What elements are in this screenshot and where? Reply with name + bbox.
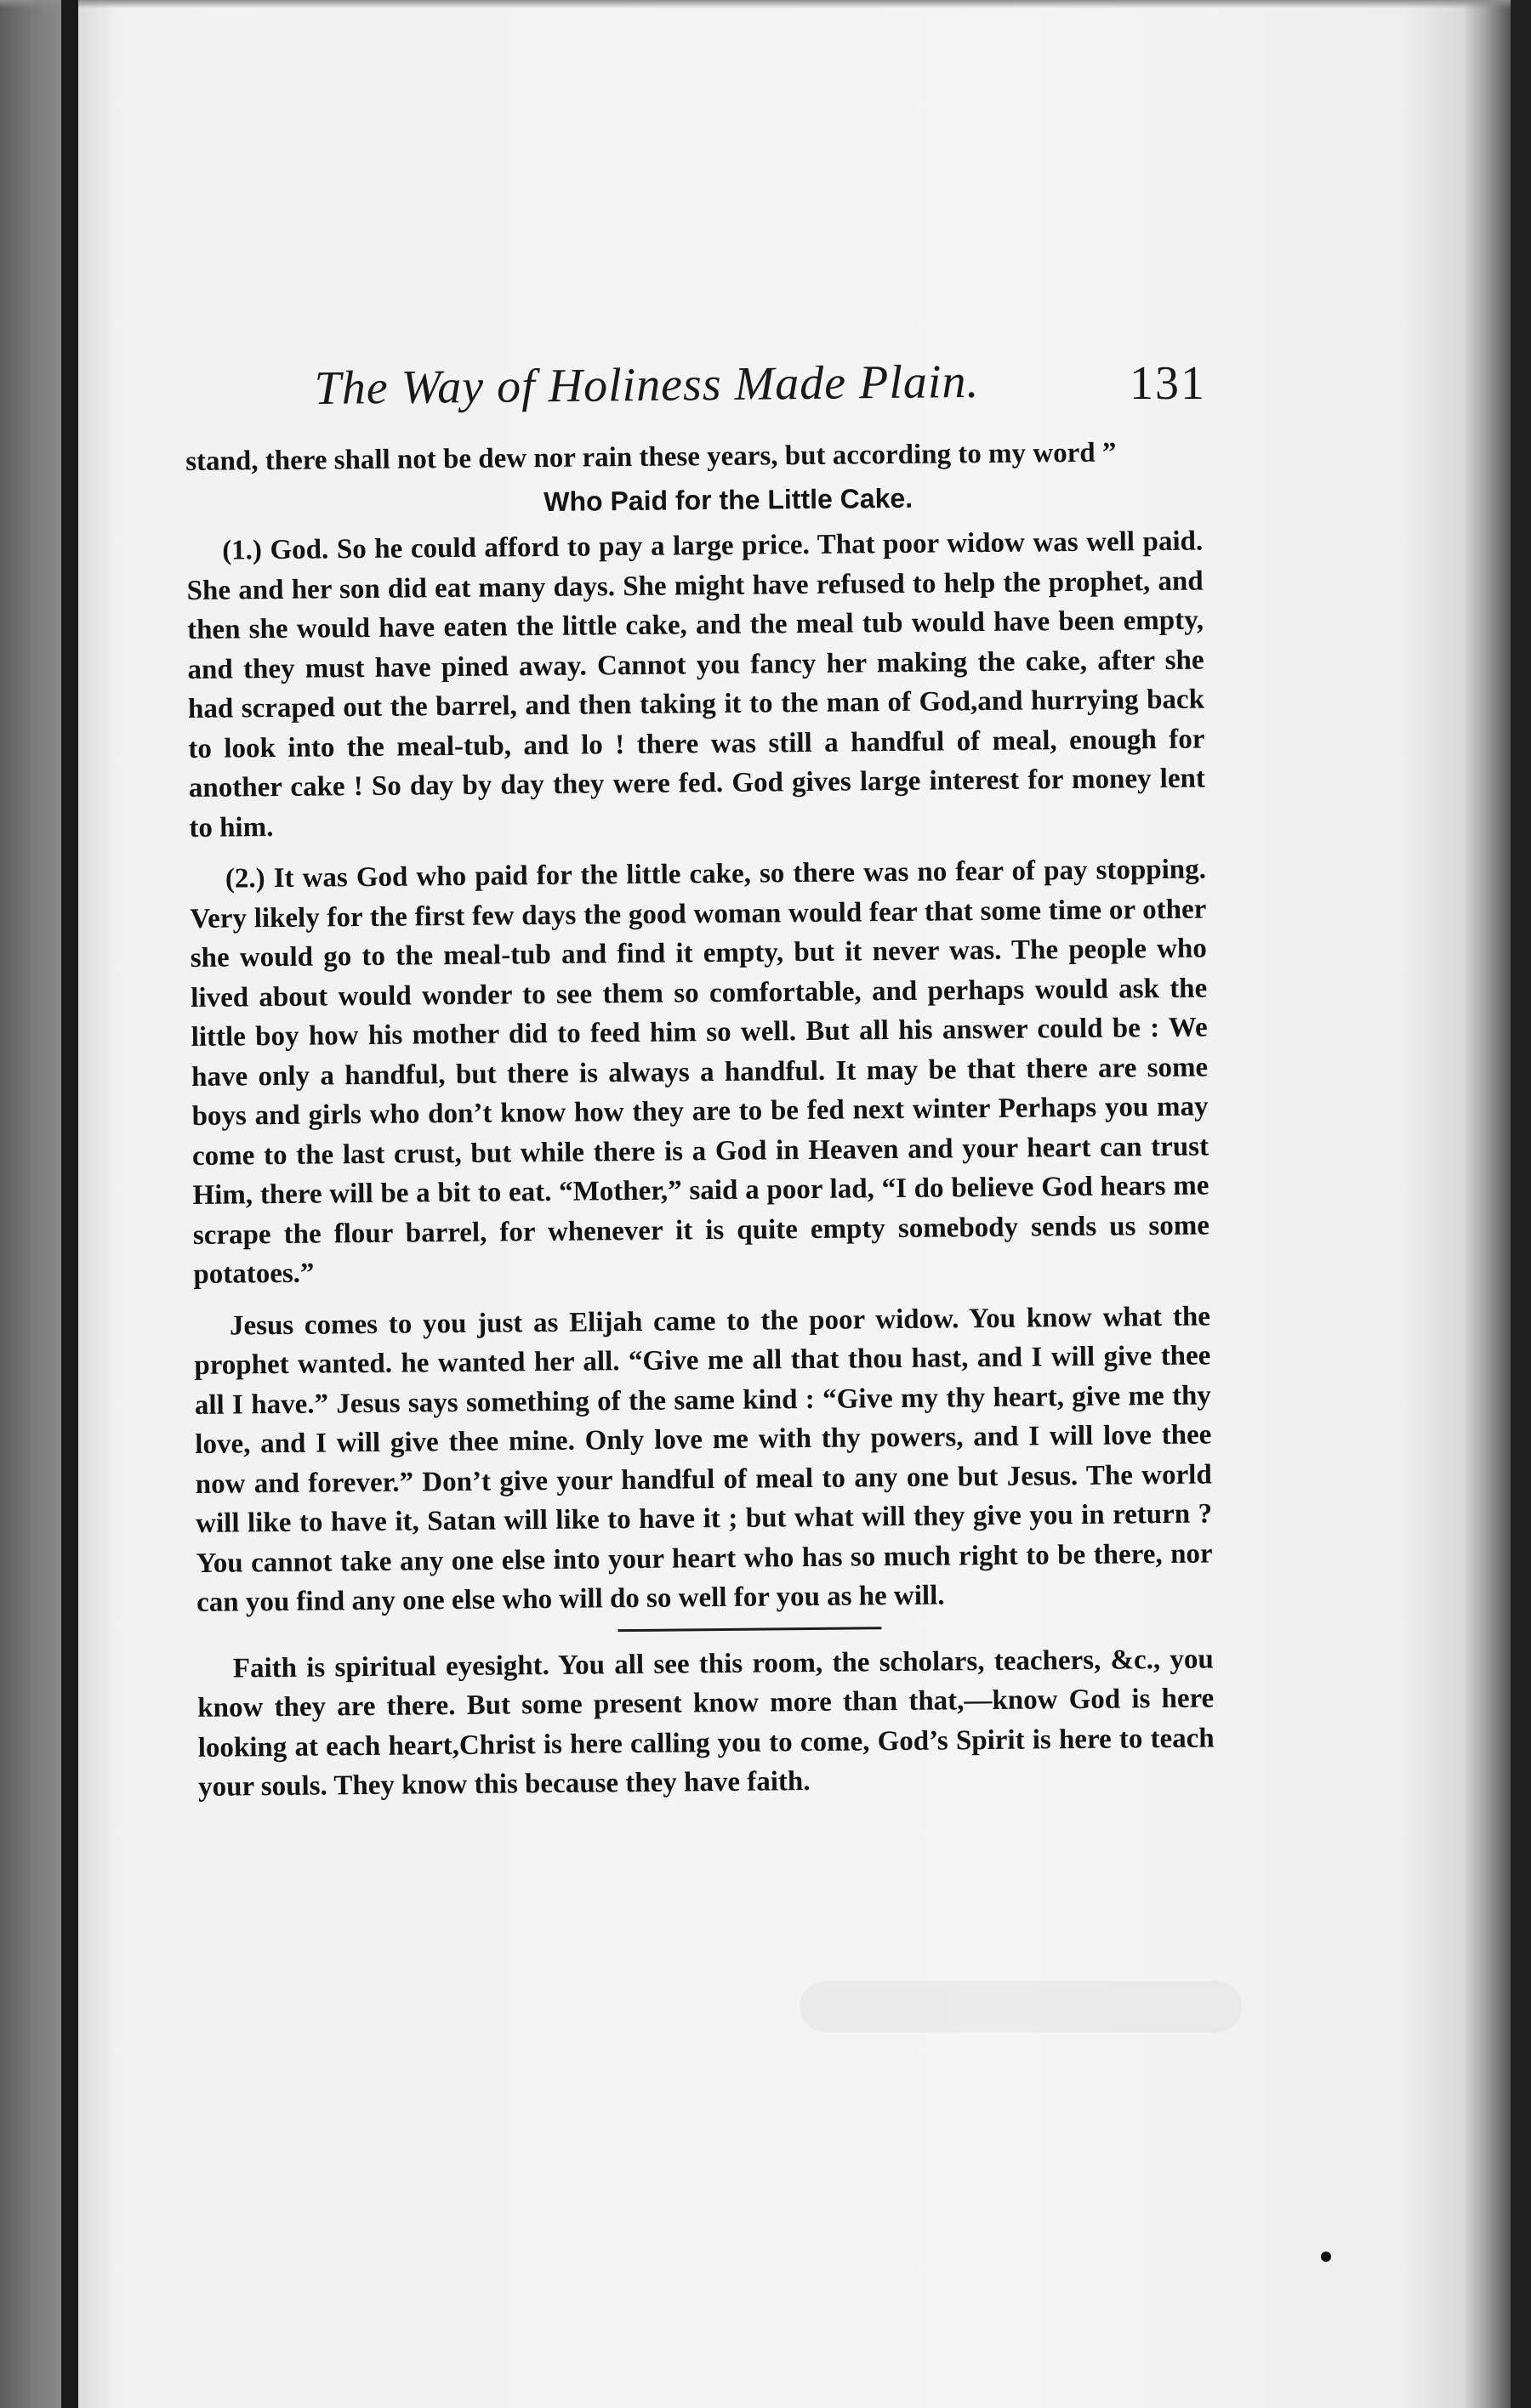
section-divider: [618, 1627, 881, 1632]
page-number: 131: [1130, 357, 1206, 410]
ink-spot: [1321, 2252, 1331, 2262]
section-heading: Who Paid for the Little Cake.: [544, 482, 913, 517]
right-edge-shadow: [1511, 0, 1531, 2408]
paragraph-1: (1.) God. So he could afford to pay a large price. That poor widow was well paid. She and her son did eat many days. She might have refused to help the prophet, and then she would have eaten the little cake, and the meal tub would have been empty, and they must have pined away. Cannot you fancy her making the cake, after she had scraped out the barrel, and then taking it to the man of God,and hurrying back to look into the meal-tub, and lo ! there was still a handful of meal, enough for another cake ! So day by day they were fed. God gives large interest for money lent to him.: [186, 525, 1206, 843]
paper-stain: [800, 1981, 1242, 2032]
running-title: The Way of Holiness Made Plain.: [314, 355, 980, 416]
paragraph-4: Faith is spiritual eyesight. You all see this room, the scholars, teachers, &c., you know they are there. But some present know more than that,—know God is here looking at each heart,Christ is here calling you to come, God’s Spirit is here to teach your souls. They know this because they have faith.: [197, 1643, 1215, 1803]
page-top-shadow: [0, 0, 1531, 9]
page-body: [185, 433, 1215, 1808]
continuation-text: stand, there shall not be dew nor rain these years, but according to my word ”: [185, 437, 1117, 477]
paragraph-2: (2.) It was God who paid for the little cake, so there was no fear of pay stopping. Very likely for the first few days the good woman would fear that some time or other she would go to the meal-tub and find it empty, but it never was. The people who lived about would wonder to see them so comfortable, and perhaps would ask the little boy how his mother did to feed him so well. But all his answer could be : We have only a handful, but there is always a handful. It may be that there are some boys and girls who don’t know how they are to be fed next winter Perhaps you may come to the last crust, but while there is a God in Heaven and your heart can trust Him, there will be a bit to eat. “Mother,” said a poor lad, “I do believe God hears me scrape the flour barrel, for whenever it is quite empty somebody sends us some potatoes.”: [190, 854, 1210, 1290]
paragraph-3: Jesus comes to you just as Elijah came to the poor widow. You know what the prophet wanted. he wanted her all. “Give me all that thou hast, and I will give thee all I have.” Jesus says something of the same kind : “Give my thy heart, give me thy love, and I will give thee mine. Only love me with thy powers, and I will love thee now and forever.” Don’t give your handful of meal to any one but Jesus. The world will like to have it, Satan will like to have it ; but what will they give you in return ? You cannot take any one else into your heart who has so much right to be there, nor can you find any one else who will do so well for you as he will.: [194, 1300, 1213, 1618]
binding-spine-shadow: [61, 0, 78, 2408]
page-header: [314, 355, 1206, 429]
